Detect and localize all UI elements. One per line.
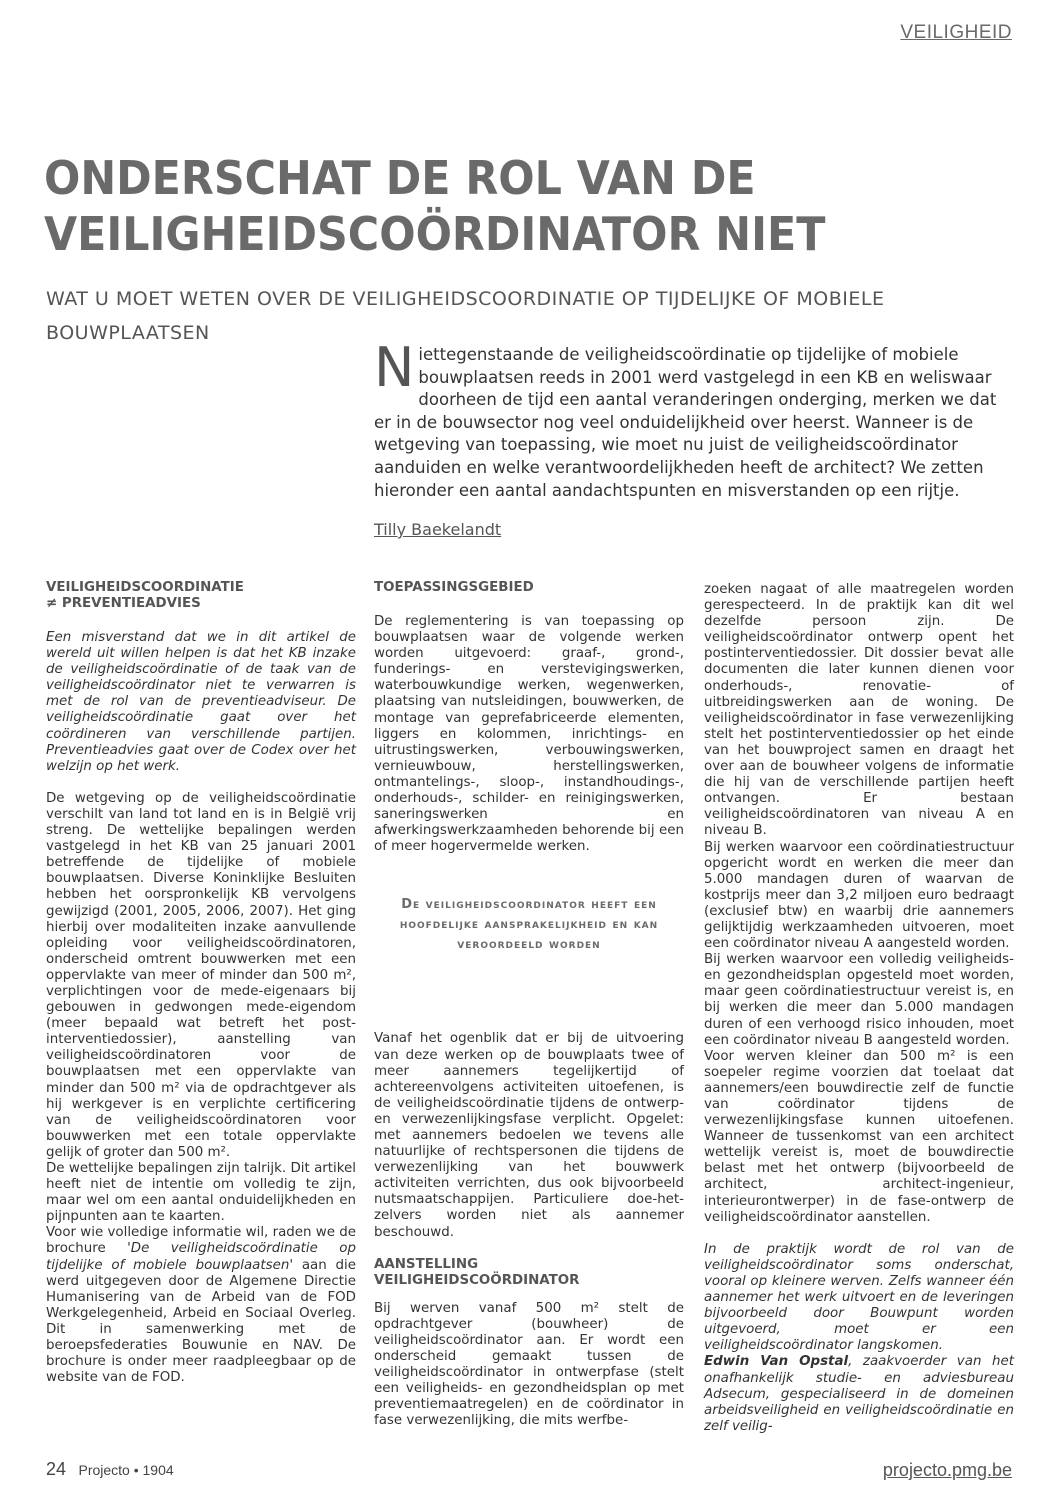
body-paragraph: De wettelijke bepalingen zijn talrijk. Dit artikel heeft niet de intentie om volledig te zijn, maar wel om een aantal onduidelijkheden en pijnpunten aan te kaarten.: [46, 1161, 356, 1225]
body-paragraph: Bij werken waarvoor een coördinatiestructuur opgericht wordt en werken die meer dan 5.000 mandagen duren of waarvan de kostprijs meer dan 3,2 miljoen euro bedraagt (exclusief btw) en waarbij drie aannemers gelijktijdig werkzaamheden uitvoeren, moet een coördinator niveau A aangesteld worden.: [704, 839, 1014, 952]
text-run: , zaakvoerder van het onafhankelijk studie- en adviesbureau Adsecum, gespecialiseerd in de domeinen arbeidsveiligheid en veiligheidscoördinatie en zelf veilig-: [704, 1354, 1014, 1434]
section-tag[interactable]: VEILIGHEID: [900, 22, 1012, 43]
publication-name: Projecto • 1904: [78, 1462, 174, 1478]
title-line-2: VEILIGHEIDSCOÖRDINATOR NIET: [44, 207, 826, 261]
brochure-title: 'De veiligheidscoördinatie op tijdelijke of mobiele bouwplaatsen': [46, 1241, 356, 1273]
pull-quote: De veiligheidscoordinator heeft een hoofdelijke aansprakelijkheid en kan veroordeeld worden: [399, 897, 659, 953]
quote-author: Edwin Van Opstal: [704, 1354, 849, 1370]
column-2: [374, 580, 684, 1429]
section-heading: [374, 1257, 684, 1289]
title-line-1: ONDERSCHAT DE ROL VAN DE: [44, 151, 756, 205]
intro-text: iettegenstaande de veiligheidscoördinatie op tijdelijke of mobiele bouwplaatsen reeds in 2001 werd vastgelegd in een KB en weliswaar doorheen de tijd een aantal veranderingen onderging, merken we dat er in de bouwsector nog veel onduidelijkheid over heerst. Wanneer is de wetgeving van toepassing, wie moet nu juist de veiligheidscoördinator aanduiden en welke verantwoordelijkheden heeft de architect? We zetten hieronder een aantal aandachtspunten en misverstanden op een rijtje.: [374, 345, 997, 500]
body-paragraph: [46, 1225, 356, 1386]
author-byline[interactable]: Tilly Baekelandt: [374, 520, 502, 539]
body-paragraph: Bij werken waarvoor een volledig veiligheids- en gezondheidsplan opgesteld moet worden, maar geen coördinatiestructuur vereist is, en bij werken die meer dan 5.000 mandagen duren of een verhoogd risico inhouden, moet een coördinator niveau B aangesteld worden.: [704, 952, 1014, 1048]
heading-line: AANSTELLING: [374, 1256, 479, 1272]
heading-line: VEILIGHEIDSCOÖRDINATOR: [374, 1272, 580, 1288]
body-paragraph: Bij werven vanaf 500 m² stelt de opdrachtgever (bouwheer) de veiligheidscoördinator aan. Er wordt een onderscheid gemaakt tussen de veiligheidscoördinator in ontwerpfase (stelt een veiligheids- en gezondheidsplan op met preventiemaatregelen) en de coördinator in fase verwezenlijking, die mits werfbe-: [374, 1300, 684, 1429]
body-paragraph: De wetgeving op de veiligheidscoördinatie verschilt van land tot land en is in België vrij streng. De wettelijke bepalingen werden vastgelegd in het KB van 25 januari 2001 betreffende de tijdelijke of mobiele bouwplaatsen. Diverse Koninklijke Besluiten hebben het oorspronkelijk KB vervolgens gewijzigd (2001, 2005, 2006, 2007). Het ging hierbij over modaliteiten inzake aanvullende opleiding voor veiligheidscoördinatoren, onderscheid omtrent bouwwerken met een oppervlakte van meer of minder dan 500 m², verplichtingen voor de mede-eigenaars bij gebouwen in gedwongen mede-eigendom (meer bepaald wat betreft het post-interventiedossier), aanstelling van veiligheidscoördinatoren voor de bouwplaatsen met een oppervlakte van minder dan 500 m² via de opdrachtgever als hij werkgever is en verplichte certificering van de veiligheidscoördinatoren voor bouwwerken met een totale oppervlakte gelijk of groter dan 500 m².: [46, 790, 356, 1160]
section-heading: [46, 580, 356, 612]
page-number: 24: [46, 1459, 67, 1479]
intro-paragraph: [374, 336, 1010, 502]
text-run: Voor wie volledige informatie wil, raden we de brochure: [46, 1225, 356, 1257]
footer-url-link[interactable]: projecto.pmg.be: [882, 1460, 1012, 1480]
quote-paragraph: In de praktijk wordt de rol van de veiligheidscoördinator soms onderschat, vooral op kleinere werven. Zelfs wanneer één aannemer het werk uitvoert en de leveringen bijvoorbeeld door Bouwpunt worden uitgevoerd, moet er een veiligheidscoördinator langskomen.: [704, 1241, 1014, 1354]
quote-attribution: [704, 1354, 1014, 1434]
body-paragraph: De reglementering is van toepassing op bouwplaatsen waar de volgende werken worden uitgevoerd: graaf-, grond-, funderings- en verstevigingswerken, waterbouwkundige werken, wegenwerken, plaatsing van nutsleidingen, bouwwerken, de montage van geprefabriceerde elementen, liggers en kolommen, inrichtings- en uitrustingswerken, verbouwingswerken, vernieuwbouw, herstellingswerken, ontmantelings-, sloop-, instandhoudings-, onderhouds-, schilder- en reinigingswerken, saneringswerken en afwerkingswerkzaamheden behorende bij een of meer hogervermelde werken.: [374, 614, 684, 855]
footer-left: [46, 1459, 174, 1480]
lead-paragraph: Een misverstand dat we in dit artikel de wereld uit willen helpen is dat het KB inzake de veiligheidscoördinatie of de taak van de veiligheidscoördinator niet te verwarren is met de rol van de preventieadviseur. De veiligheidscoördinatie gaat over het coördineren van verschillende partijen. Preventieadvies gaat over de Codex over het welzijn op het werk.: [46, 630, 356, 774]
article-subtitle: WAT U MOET WETEN OVER DE VEILIGHEIDSCOORDINATIE OP TIJDELIJKE OF MOBIELE BOUWPLAATSEN: [46, 288, 885, 344]
article-title: [44, 150, 955, 262]
column-3: [704, 582, 1014, 1435]
section-heading: TOEPASSINGSGEBIED: [374, 580, 534, 595]
heading-line: ≠ PREVENTIEADVIES: [46, 596, 201, 611]
body-paragraph: Vanaf het ogenblik dat er bij de uitvoering van deze werken op de bouwplaats twee of meer aannemers tegelijkertijd of achtereenvolgens activiteiten uitoefenen, is de veiligheidscoördinatie tijdens de ontwerp- en verwezenlijkingsfase verplicht. Opgelet: met aannemers bedoelen we tevens alle natuurlijke of rechtspersonen die tijdens de verwezenlijking van het bouwwerk activiteiten verrichten, dus ook bijvoorbeeld nutsmaatschappijen. Particuliere doe-het-zelvers worden niet als aannemer beschouwd.: [374, 1031, 684, 1240]
body-paragraph: Voor werven kleiner dan 500 m² is een soepeler regime voorzien dat toelaat dat aannemers/een bouwdirectie zelf de functie van coördinator tijdens de verwezenlijkingsfase kunnen uitoefenen. Wanneer de tussenkomst van een architect wettelijk vereist is, moet de bouwdirectie belast met het ontwerp (bijvoorbeeld de architect, architect-ingenieur, interieurontwerper) in de fase-ontwerp de veiligheidscoördinator aanstellen.: [704, 1048, 1014, 1225]
dropcap: N: [374, 336, 415, 399]
body-paragraph: zoeken nagaat of alle maatregelen worden gerespecteerd. In de praktijk kan dit wel dezelfde persoon zijn. De veiligheidscoördinator ontwerp opent het postinterventiedossier. Dit dossier bevat alle documenten die later kunnen dienen voor onderhouds-, renovatie- of uitbreidingswerken aan de woning. De veiligheidscoördinator in fase verwezenlijking stelt het postinterventiedossier op het einde van het bouwproject samen en draagt het over aan de bouwheer volgens de informatie die hij van de verschillende partijen heeft ontvangen. Er bestaan veiligheidscoördinatoren van niveau A en niveau B.: [704, 582, 1014, 839]
heading-line: VEILIGHEIDSCOORDINATIE: [46, 580, 244, 595]
text-run: aan die werd uitgegeven door de Algemene Directie Humanisering van de Arbeid van de FOD Werkgelegenheid, Arbeid en Sociaal Overleg. Dit in samenwerking met de beroepsfederaties Bouwunie en NAV. De brochure is onder meer raadpleegbaar op de website van de FOD.: [46, 1257, 356, 1386]
column-1: [46, 580, 356, 1386]
